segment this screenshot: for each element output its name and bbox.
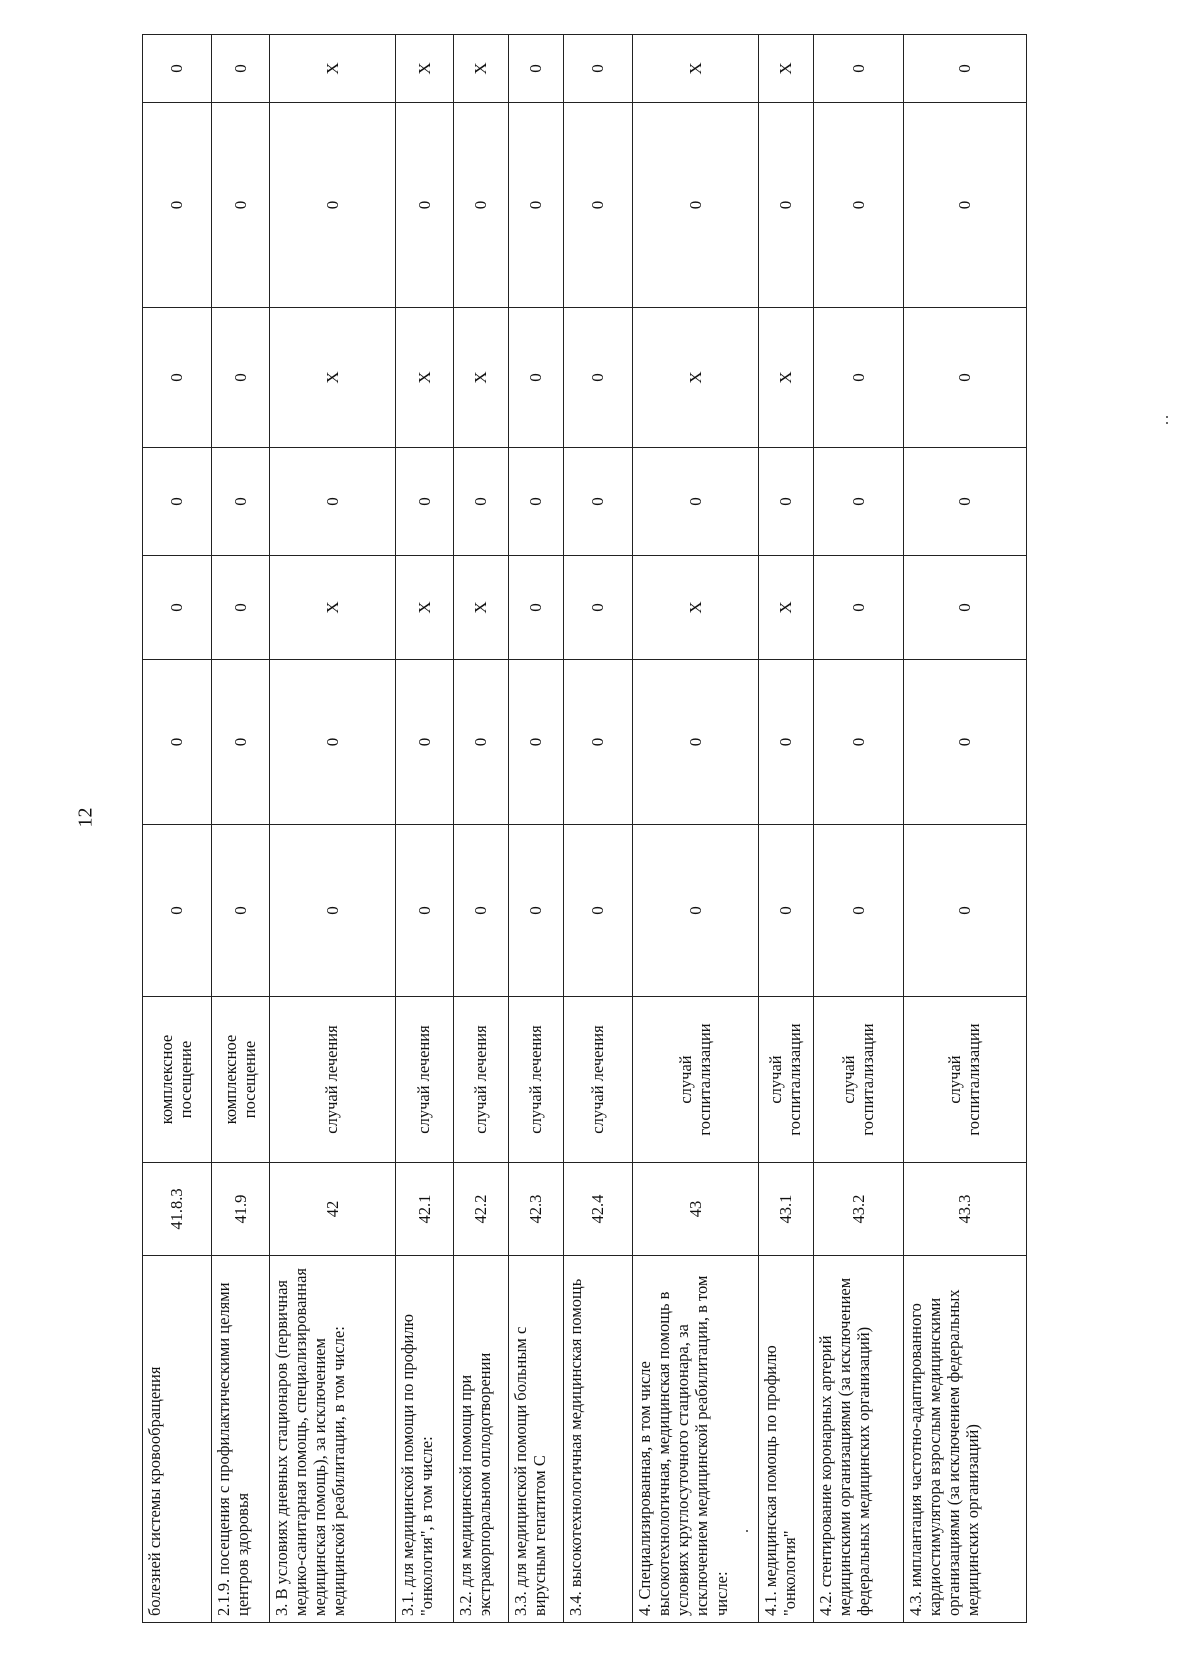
row-code-cell: 42 <box>270 1163 396 1256</box>
table-row <box>212 35 270 1623</box>
row-code-cell: 41.9 <box>212 1163 270 1256</box>
table-row <box>759 35 814 1623</box>
row-value-cell: 0 <box>564 825 633 997</box>
row-value-cell: 0 <box>270 660 396 825</box>
row-value-cell: 0 <box>396 448 454 556</box>
row-unit-cell: комплексное посещение <box>212 997 270 1163</box>
row-value-cell: 0 <box>509 35 564 103</box>
row-unit-cell: случай госпитализации <box>759 997 814 1163</box>
row-value-cell: X <box>396 35 454 103</box>
row-value-cell: 0 <box>633 103 759 308</box>
row-value-cell: X <box>633 556 759 660</box>
row-value-cell: 0 <box>212 103 270 308</box>
table-body <box>143 35 1027 1623</box>
row-code-cell: 42.2 <box>454 1163 509 1256</box>
table-row <box>509 35 564 1623</box>
row-value-cell: 0 <box>270 448 396 556</box>
row-code-cell: 42.1 <box>396 1163 454 1256</box>
row-code-cell: 43.3 <box>904 1163 1027 1256</box>
row-unit-cell: случай лечения <box>270 997 396 1163</box>
row-value-cell: 0 <box>759 448 814 556</box>
row-name-cell: 4.2. стентирование коронарных артерий медицинскими организациями (за исключением федеральных медицинских организаций) <box>814 1256 904 1623</box>
row-value-cell: X <box>270 35 396 103</box>
table-row <box>904 35 1027 1623</box>
row-value-cell: 0 <box>904 660 1027 825</box>
data-table <box>142 34 1027 1623</box>
row-value-cell: 0 <box>564 103 633 308</box>
scan-speck <box>1166 416 1168 418</box>
row-name-cell: 3.3. для медицинской помощи больным с вирусным гепатитом С <box>509 1256 564 1623</box>
row-value-cell: 0 <box>454 448 509 556</box>
row-value-cell: 0 <box>212 35 270 103</box>
row-value-cell: 0 <box>759 660 814 825</box>
row-name-cell: 3.2. для медицинской помощи при экстракорпоральном оплодотворении <box>454 1256 509 1623</box>
table-row <box>564 35 633 1623</box>
table-row <box>633 35 759 1623</box>
row-value-cell: 0 <box>143 556 212 660</box>
scan-speck <box>746 1530 748 1532</box>
row-value-cell: 0 <box>564 660 633 825</box>
table-row <box>143 35 212 1623</box>
row-value-cell: X <box>759 556 814 660</box>
row-value-cell: 0 <box>759 825 814 997</box>
row-value-cell: X <box>759 35 814 103</box>
row-value-cell: X <box>454 556 509 660</box>
row-value-cell: 0 <box>509 660 564 825</box>
row-value-cell: 0 <box>454 660 509 825</box>
row-value-cell: 0 <box>212 556 270 660</box>
row-unit-cell: случай лечения <box>396 997 454 1163</box>
row-code-cell: 43 <box>633 1163 759 1256</box>
row-value-cell: 0 <box>454 103 509 308</box>
row-name-cell: 3. В условиях дневных стационаров (первичная медико-санитарная помощь, специализированная медицинская помощь), за исключением медицинской реабилитации, в том числе: <box>270 1256 396 1623</box>
row-value-cell: 0 <box>143 308 212 448</box>
row-value-cell: 0 <box>904 308 1027 448</box>
row-value-cell: 0 <box>143 103 212 308</box>
row-value-cell: 0 <box>904 103 1027 308</box>
row-unit-cell: случай лечения <box>509 997 564 1163</box>
row-code-cell: 42.4 <box>564 1163 633 1256</box>
row-value-cell: 0 <box>212 448 270 556</box>
row-value-cell: 0 <box>396 660 454 825</box>
row-value-cell: 0 <box>904 448 1027 556</box>
row-name-cell: 4. Специализированная, в том числе высокотехнологичная, медицинская помощь в условиях круглосуточного стационара, за исключением медицинской реабилитации, в том числе: <box>633 1256 759 1623</box>
row-value-cell: 0 <box>212 825 270 997</box>
row-code-cell: 43.1 <box>759 1163 814 1256</box>
row-value-cell: X <box>633 308 759 448</box>
row-value-cell: 0 <box>564 448 633 556</box>
row-value-cell: 0 <box>759 103 814 308</box>
row-code-cell: 41.8.3 <box>143 1163 212 1256</box>
row-value-cell: 0 <box>396 103 454 308</box>
row-value-cell: 0 <box>564 308 633 448</box>
row-value-cell: 0 <box>814 35 904 103</box>
row-value-cell: X <box>396 556 454 660</box>
table-row <box>396 35 454 1623</box>
row-name-cell: 3.1. для медицинской помощи по профилю "онкология", в том числе: <box>396 1256 454 1623</box>
row-value-cell: X <box>633 35 759 103</box>
row-value-cell: 0 <box>270 825 396 997</box>
row-value-cell: X <box>270 556 396 660</box>
row-name-cell: 4.1. медицинская помощь по профилю "онкология" <box>759 1256 814 1623</box>
row-value-cell: 0 <box>814 556 904 660</box>
row-value-cell: X <box>759 308 814 448</box>
row-value-cell: 0 <box>454 825 509 997</box>
row-code-cell: 42.3 <box>509 1163 564 1256</box>
row-value-cell: 0 <box>143 825 212 997</box>
scan-speck <box>1166 422 1168 424</box>
row-unit-cell: случай госпитализации <box>904 997 1027 1163</box>
row-value-cell: 0 <box>904 825 1027 997</box>
row-unit-cell: случай госпитализации <box>633 997 759 1163</box>
row-unit-cell: комплексное посещение <box>143 997 212 1163</box>
row-name-cell: 3.4. высокотехнологичная медицинская помощь <box>564 1256 633 1623</box>
table-row <box>270 35 396 1623</box>
row-name-cell: 2.1.9. посещения с профилактическими целями центров здоровья <box>212 1256 270 1623</box>
row-value-cell: 0 <box>509 448 564 556</box>
row-unit-cell: случай госпитализации <box>814 997 904 1163</box>
row-value-cell: 0 <box>509 103 564 308</box>
row-value-cell: 0 <box>633 448 759 556</box>
row-value-cell: X <box>396 308 454 448</box>
row-value-cell: 0 <box>814 308 904 448</box>
row-value-cell: 0 <box>814 825 904 997</box>
row-value-cell: 0 <box>143 448 212 556</box>
row-value-cell: 0 <box>396 825 454 997</box>
row-value-cell: 0 <box>564 35 633 103</box>
row-value-cell: 0 <box>143 660 212 825</box>
row-value-cell: 0 <box>212 660 270 825</box>
row-value-cell: 0 <box>904 35 1027 103</box>
row-value-cell: 0 <box>509 308 564 448</box>
table-row <box>814 35 904 1623</box>
row-value-cell: 0 <box>212 308 270 448</box>
row-value-cell: 0 <box>814 448 904 556</box>
row-value-cell: 0 <box>633 825 759 997</box>
row-value-cell: 0 <box>509 556 564 660</box>
row-value-cell: X <box>270 308 396 448</box>
rotated-table-container <box>142 35 1026 1623</box>
row-value-cell: 0 <box>509 825 564 997</box>
row-value-cell: 0 <box>633 660 759 825</box>
row-value-cell: X <box>454 35 509 103</box>
row-value-cell: 0 <box>270 103 396 308</box>
row-value-cell: 0 <box>814 660 904 825</box>
row-value-cell: X <box>454 308 509 448</box>
row-name-cell: болезней системы кровообращения <box>143 1256 212 1623</box>
page-number: 12 <box>74 807 97 828</box>
row-name-cell: 4.3. имплантация частотно-адаптированного кардиостимулятора взрослым медицинскими организациями (за исключением федеральных медицинских организаций) <box>904 1256 1027 1623</box>
row-value-cell: 0 <box>564 556 633 660</box>
table-row <box>454 35 509 1623</box>
row-value-cell: 0 <box>143 35 212 103</box>
row-unit-cell: случай лечения <box>564 997 633 1163</box>
row-unit-cell: случай лечения <box>454 997 509 1163</box>
row-code-cell: 43.2 <box>814 1163 904 1256</box>
row-value-cell: 0 <box>904 556 1027 660</box>
row-value-cell: 0 <box>814 103 904 308</box>
